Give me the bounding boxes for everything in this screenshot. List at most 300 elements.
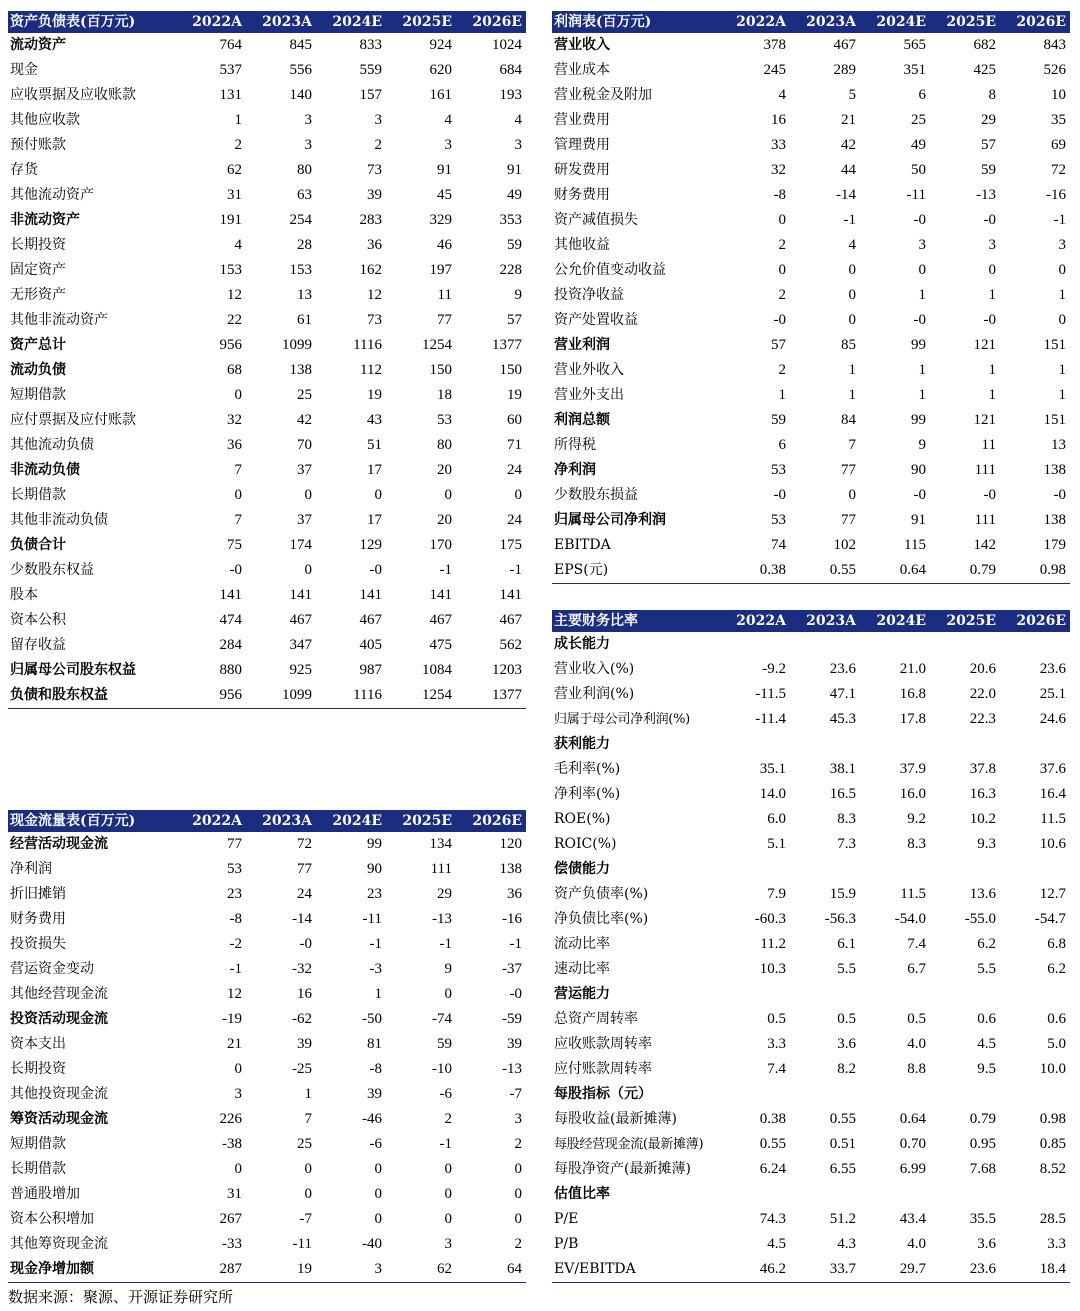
cell-value: 37 <box>297 512 312 528</box>
cell-value: 28 <box>297 237 312 253</box>
cell-value: -3 <box>369 961 382 977</box>
table-row <box>8 907 526 932</box>
cell-value: -0 <box>913 212 926 228</box>
table-row <box>8 433 526 458</box>
cell-value: 29 <box>437 886 452 902</box>
cell-value: 3 <box>316 1257 386 1283</box>
row-label: 流动负债 <box>10 362 66 378</box>
table-row <box>8 1007 526 1032</box>
cell-value: 3 <box>444 137 452 153</box>
cell-value: 53 <box>771 512 786 528</box>
cell-value: 18 <box>437 387 452 403</box>
table-row <box>552 1132 1070 1157</box>
cell-value: 284 <box>219 637 242 653</box>
cell-value <box>930 1082 1000 1107</box>
cell-value: -55.0 <box>964 911 996 927</box>
cell-value: 102 <box>833 537 856 553</box>
table-row <box>552 832 1070 857</box>
cell-value: 6 <box>918 87 926 103</box>
table-row <box>552 383 1070 408</box>
cell-value: 0 <box>304 562 312 578</box>
cell-value: 0 <box>778 212 786 228</box>
cell-value: 140 <box>289 87 312 103</box>
table-row <box>552 982 1070 1007</box>
cell-value: 36 <box>367 237 382 253</box>
cell-value: 6 <box>778 437 786 453</box>
cell-value: 49 <box>507 187 522 203</box>
cell-value: 57 <box>981 137 996 153</box>
table-row <box>8 1182 526 1207</box>
cell-value: 5.5 <box>837 961 856 977</box>
cell-value: 25.1 <box>1039 686 1066 702</box>
cell-value: 7.9 <box>767 886 786 902</box>
row-label: 总资产周转率 <box>554 1011 638 1027</box>
cell-value: 35.1 <box>759 761 786 777</box>
cell-value: 77 <box>297 861 312 877</box>
cell-value <box>860 732 930 757</box>
cell-value: 19 <box>507 387 522 403</box>
cell-value <box>860 857 930 882</box>
cell-value <box>860 1082 930 1107</box>
cell-value: 228 <box>499 262 522 278</box>
cell-value: -0 <box>229 562 242 578</box>
year-header: 2026E <box>1000 11 1070 33</box>
balance-sheet-panel <box>8 11 526 709</box>
row-label: 公允价值变动收益 <box>554 262 666 278</box>
cell-value: 0.85 <box>1039 1136 1066 1152</box>
row-label: 归属于母公司净利润(%) <box>554 712 690 727</box>
cell-value: 75 <box>227 537 242 553</box>
cell-value: 121 <box>973 337 996 353</box>
cell-value: 179 <box>1043 537 1066 553</box>
table-row <box>552 58 1070 83</box>
cell-value: 2 <box>514 1136 522 1152</box>
row-label: 每股净资产(最新摊薄) <box>554 1161 691 1177</box>
table-row <box>552 508 1070 533</box>
row-label: 营业外支出 <box>554 387 624 403</box>
year-header: 2026E <box>456 810 526 832</box>
cell-value: 1 <box>918 362 926 378</box>
cell-value: 684 <box>499 62 522 78</box>
cell-value: 0 <box>374 1161 382 1177</box>
row-label: 营业收入(%) <box>554 661 635 677</box>
cell-value: -46 <box>362 1111 382 1127</box>
cell-value: 8.52 <box>1039 1161 1066 1177</box>
cell-value: 3 <box>304 137 312 153</box>
cell-value: 32 <box>771 162 786 178</box>
table-row <box>8 333 526 358</box>
row-label: 预付账款 <box>10 137 66 153</box>
cell-value: 111 <box>974 462 996 478</box>
table-row <box>8 133 526 158</box>
cell-value <box>720 982 790 1007</box>
cell-value: 6.24 <box>759 1161 786 1177</box>
cell-value: 474 <box>219 612 242 628</box>
cell-value: 39 <box>367 1086 382 1102</box>
cell-value: 37 <box>297 462 312 478</box>
cell-value: 16.3 <box>969 786 996 802</box>
cell-value <box>720 1182 790 1207</box>
cell-value: 880 <box>219 662 242 678</box>
row-label: 股本 <box>10 587 38 603</box>
table-row <box>552 1182 1070 1207</box>
cell-value: 3.6 <box>837 1036 856 1052</box>
cell-value: -16 <box>502 911 522 927</box>
cell-value: -32 <box>292 961 312 977</box>
row-label: 经营活动现金流 <box>10 836 108 852</box>
cell-value: 72 <box>1051 162 1066 178</box>
row-label: 资产减值损失 <box>554 212 638 228</box>
cell-value: 467 <box>429 612 452 628</box>
cell-value: 12 <box>227 986 242 1002</box>
table-row <box>552 358 1070 383</box>
cell-value: 10 <box>1051 87 1066 103</box>
cell-value: 141 <box>359 587 382 603</box>
cell-value: 24.6 <box>1039 711 1066 727</box>
cell-value: -38 <box>222 1136 242 1152</box>
cell-value: -16 <box>1046 187 1066 203</box>
cell-value: 3.3 <box>1047 1236 1066 1252</box>
row-label: 应付票据及应付账款 <box>10 412 136 428</box>
cell-value <box>1000 1082 1070 1107</box>
cell-value: 141 <box>429 587 452 603</box>
table-row <box>552 1057 1070 1082</box>
cell-value: 19 <box>246 1257 316 1283</box>
row-label: 非流动负债 <box>10 462 80 478</box>
row-label: 长期借款 <box>10 1161 66 1177</box>
table-row <box>8 982 526 1007</box>
data-source-note: 数据来源：聚源、开源证券研究所 <box>8 1288 234 1306</box>
cell-value: 329 <box>429 212 452 228</box>
cell-value: 6.2 <box>977 936 996 952</box>
cell-value: 3 <box>374 112 382 128</box>
cell-value: 0.55 <box>790 558 860 584</box>
table-row <box>552 932 1070 957</box>
cell-value: 3 <box>304 112 312 128</box>
table-row <box>552 208 1070 233</box>
cell-value: 39 <box>507 1036 522 1052</box>
cell-value: 21.0 <box>899 661 926 677</box>
cell-value: -7 <box>299 1211 312 1227</box>
cell-value: 537 <box>219 62 242 78</box>
cell-value: 0.5 <box>837 1011 856 1027</box>
cell-value: 9.5 <box>977 1061 996 1077</box>
cell-value: 0 <box>988 262 996 278</box>
year-header: 2022A <box>720 610 790 632</box>
cell-value: 0 <box>234 387 242 403</box>
table-row <box>8 1207 526 1232</box>
cell-value: 0.64 <box>860 558 930 584</box>
row-label: 负债和股东权益 <box>8 683 176 709</box>
cell-value: 37.9 <box>899 761 926 777</box>
cell-value: 467 <box>289 612 312 628</box>
cell-value: 0 <box>234 487 242 503</box>
cell-value <box>930 632 1000 657</box>
table-row <box>8 158 526 183</box>
row-label: 资产总计 <box>10 337 66 353</box>
cell-value: 70 <box>297 437 312 453</box>
cell-value: 351 <box>903 62 926 78</box>
cell-value: 174 <box>289 537 312 553</box>
row-label: 现金净增加额 <box>8 1257 176 1283</box>
cell-value: 7.68 <box>969 1161 996 1177</box>
cell-value: 9 <box>444 961 452 977</box>
cell-value: -19 <box>222 1011 242 1027</box>
cell-value: 19 <box>367 387 382 403</box>
cell-value: 0 <box>444 1186 452 1202</box>
cell-value: 16.0 <box>899 786 926 802</box>
cell-value: -6 <box>439 1086 452 1102</box>
row-label: 营运能力 <box>554 986 610 1002</box>
table-row <box>552 782 1070 807</box>
table-row <box>8 358 526 383</box>
cell-value: 1116 <box>316 683 386 709</box>
cell-value: 8.3 <box>907 836 926 852</box>
row-label: 资本支出 <box>10 1036 66 1052</box>
cell-value: 25 <box>297 387 312 403</box>
cell-value: 0.55 <box>829 1111 856 1127</box>
table-row <box>552 1257 1070 1283</box>
cell-value: 44 <box>841 162 856 178</box>
cell-value: 22.0 <box>969 686 996 702</box>
cell-value: 1 <box>778 387 786 403</box>
cell-value: 28.5 <box>1039 1211 1066 1227</box>
cell-value: 51.2 <box>829 1211 856 1227</box>
cell-value: 956 <box>176 683 246 709</box>
table-row <box>552 558 1070 584</box>
cell-value <box>930 1182 1000 1207</box>
table-row <box>8 1157 526 1182</box>
cell-value: 0 <box>514 1186 522 1202</box>
row-label: 少数股东权益 <box>10 562 94 578</box>
cell-value: -0 <box>983 212 996 228</box>
cell-value <box>930 982 1000 1007</box>
table-row <box>552 1157 1070 1182</box>
cell-value: -0 <box>983 487 996 503</box>
cell-value: 13 <box>1051 437 1066 453</box>
cell-value: 843 <box>1043 37 1066 53</box>
cell-value: -1 <box>439 1136 452 1152</box>
cell-value: -1 <box>509 936 522 952</box>
cell-value: 0 <box>374 487 382 503</box>
table-row <box>8 683 526 709</box>
cell-value: 245 <box>763 62 786 78</box>
cell-value <box>860 632 930 657</box>
row-label: ROIC(%) <box>554 836 617 852</box>
cell-value: 80 <box>437 437 452 453</box>
row-label: 存货 <box>10 162 38 178</box>
cell-value: 0 <box>444 1161 452 1177</box>
cell-value: 53 <box>771 462 786 478</box>
cell-value: 20.6 <box>969 661 996 677</box>
row-label: 短期借款 <box>10 387 66 403</box>
cell-value: 0 <box>444 1211 452 1227</box>
cell-value: 35.5 <box>969 1211 996 1227</box>
cell-value: 9.2 <box>907 811 926 827</box>
cell-value: 50 <box>911 162 926 178</box>
cell-value: 347 <box>289 637 312 653</box>
cell-value: 10.6 <box>1039 836 1066 852</box>
cell-value: 0 <box>514 1211 522 1227</box>
row-label: 流动资产 <box>10 37 66 53</box>
table-row <box>552 1107 1070 1132</box>
cell-value: 8 <box>988 87 996 103</box>
table-title: 利润表(百万元) <box>552 11 720 33</box>
cell-value: 0.38 <box>720 558 790 584</box>
year-header: 2022A <box>720 11 790 33</box>
cell-value: 85 <box>841 337 856 353</box>
cell-value: 17 <box>367 512 382 528</box>
table-row <box>8 283 526 308</box>
table-row <box>8 1107 526 1132</box>
cell-value: -37 <box>502 961 522 977</box>
cell-value: 0 <box>848 312 856 328</box>
cell-value: -50 <box>362 1011 382 1027</box>
cell-value: 0 <box>848 287 856 303</box>
table-row <box>552 957 1070 982</box>
cell-value: 7.4 <box>907 936 926 952</box>
cell-value: 8.8 <box>907 1061 926 1077</box>
cell-value: 21 <box>841 112 856 128</box>
cell-value: 68 <box>227 362 242 378</box>
row-label: 营运资金变动 <box>10 961 94 977</box>
year-header: 2024E <box>316 11 386 33</box>
cell-value: 475 <box>429 637 452 653</box>
cell-value: 0 <box>374 1186 382 1202</box>
cell-value: 12.7 <box>1039 886 1066 902</box>
row-label: 长期投资 <box>10 1061 66 1077</box>
row-label: 其他流动负债 <box>10 437 94 453</box>
cell-value: -60.3 <box>754 911 786 927</box>
balance-sheet-table <box>8 11 526 709</box>
cell-value: 562 <box>499 637 522 653</box>
cell-value: 138 <box>1043 512 1066 528</box>
cell-value <box>930 732 1000 757</box>
cell-value: 111 <box>430 861 452 877</box>
cell-value: 29 <box>981 112 996 128</box>
cell-value <box>860 1182 930 1207</box>
cell-value: 467 <box>499 612 522 628</box>
year-header: 2023A <box>246 11 316 33</box>
cell-value: 115 <box>904 537 926 553</box>
cell-value: 150 <box>429 362 452 378</box>
table-row <box>8 308 526 333</box>
table-row <box>8 533 526 558</box>
cell-value: 6.2 <box>1047 961 1066 977</box>
cell-value: 3 <box>988 237 996 253</box>
cell-value: 0.55 <box>759 1136 786 1152</box>
table-row <box>8 583 526 608</box>
cell-value: 42 <box>297 412 312 428</box>
cell-value: 23 <box>367 886 382 902</box>
cell-value: 141 <box>219 587 242 603</box>
cell-value <box>790 982 860 1007</box>
table-row <box>8 183 526 208</box>
cell-value: -62 <box>292 1011 312 1027</box>
table-row <box>8 508 526 533</box>
cell-value: -1 <box>439 936 452 952</box>
table-row <box>552 233 1070 258</box>
table-row <box>8 383 526 408</box>
cell-value: 46.2 <box>720 1257 790 1283</box>
cell-value: 57 <box>771 337 786 353</box>
row-label: 应付账款周转率 <box>554 1061 652 1077</box>
cell-value: 18.4 <box>1000 1257 1070 1283</box>
year-header: 2026E <box>1000 610 1070 632</box>
cell-value: -13 <box>432 911 452 927</box>
cell-value: -13 <box>976 187 996 203</box>
cell-value: 191 <box>219 212 242 228</box>
cell-value: 7 <box>234 462 242 478</box>
cell-value: 13.6 <box>969 886 996 902</box>
cell-value: 0.5 <box>907 1011 926 1027</box>
cell-value: -11 <box>362 911 382 927</box>
cell-value: -40 <box>362 1236 382 1252</box>
table-row <box>552 33 1070 58</box>
row-label: 资本公积 <box>10 612 66 628</box>
cell-value: 11.5 <box>1040 811 1066 827</box>
cell-value: 170 <box>429 537 452 553</box>
cell-value: 84 <box>841 412 856 428</box>
cell-value: 4.0 <box>907 1036 926 1052</box>
cell-value: 0 <box>514 487 522 503</box>
table-row <box>8 558 526 583</box>
cell-value: 60 <box>507 412 522 428</box>
cell-value: 1 <box>848 362 856 378</box>
cell-value: 0 <box>848 262 856 278</box>
cell-value: 59 <box>437 1036 452 1052</box>
table-row <box>552 1232 1070 1257</box>
cell-value: -1 <box>439 562 452 578</box>
cell-value: 53 <box>227 861 242 877</box>
cell-value: -13 <box>502 1061 522 1077</box>
year-header: 2023A <box>790 610 860 632</box>
cell-value: 4 <box>234 237 242 253</box>
cell-value: 2 <box>778 287 786 303</box>
cell-value: 3 <box>918 237 926 253</box>
year-header: 2025E <box>930 11 1000 33</box>
cell-value: -56.3 <box>824 911 856 927</box>
cell-value: 11 <box>437 287 452 303</box>
cell-value: 3 <box>514 1111 522 1127</box>
table-row <box>8 483 526 508</box>
cell-value: 43.4 <box>899 1211 926 1227</box>
cell-value: 833 <box>359 37 382 53</box>
row-label: 长期借款 <box>10 487 66 503</box>
table-row <box>552 133 1070 158</box>
row-label: 筹资活动现金流 <box>10 1111 108 1127</box>
cell-value: 11 <box>981 437 996 453</box>
cell-value: 17.8 <box>899 711 926 727</box>
cell-value: 91 <box>507 162 522 178</box>
table-row <box>8 932 526 957</box>
cell-value: -54.7 <box>1034 911 1066 927</box>
table-row <box>552 682 1070 707</box>
cell-value: 4.0 <box>907 1236 926 1252</box>
row-label: EBITDA <box>554 537 611 553</box>
cell-value: 0.95 <box>969 1136 996 1152</box>
cell-value: 2 <box>778 362 786 378</box>
row-label: 普通股增加 <box>10 1186 80 1202</box>
cell-value: 6.1 <box>837 936 856 952</box>
cell-value: 129 <box>359 537 382 553</box>
row-label: 财务费用 <box>554 187 610 203</box>
cell-value: -6 <box>369 1136 382 1152</box>
table-row <box>552 108 1070 133</box>
cell-value <box>720 732 790 757</box>
cell-value: 53 <box>437 412 452 428</box>
cell-value: 59 <box>771 412 786 428</box>
